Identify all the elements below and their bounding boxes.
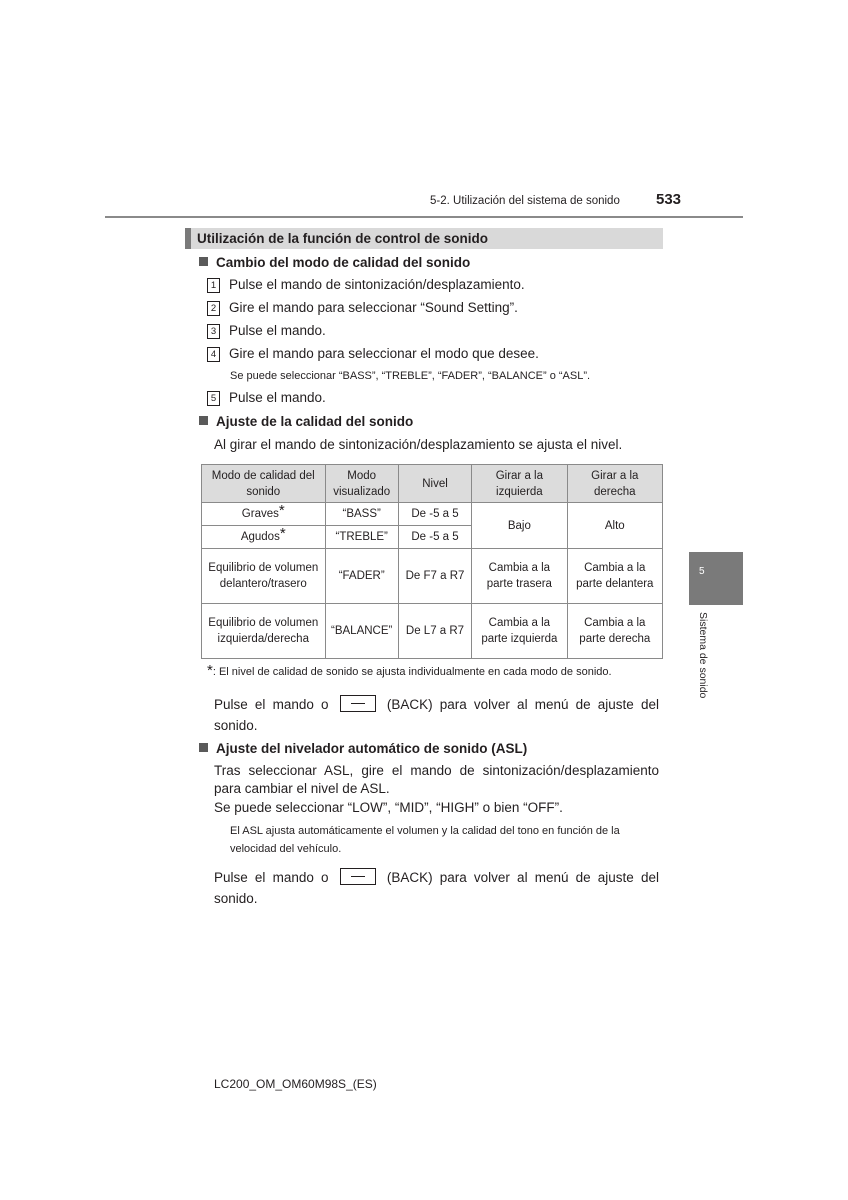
- header-divider: [105, 216, 743, 218]
- table-footnote: *: El nivel de calidad de sonido se ajusta individualmente en cada modo de sonido.: [207, 662, 612, 679]
- table-cell: Alto: [567, 503, 662, 549]
- step-text: Pulse el mando de sintonización/desplazamiento.: [229, 277, 525, 292]
- table-cell: Cambia a la parte trasera: [472, 549, 567, 604]
- chapter-number: 5: [699, 566, 705, 577]
- step-number: 2: [207, 301, 220, 316]
- table-cell: Cambia a la parte derecha: [567, 604, 662, 659]
- bullet-square-icon: [199, 416, 208, 425]
- table-cell: De F7 a R7: [398, 549, 471, 604]
- back-instruction: Pulse el mando o (BACK) para volver al menú de ajuste del sonido.: [214, 870, 659, 906]
- table-cell: Equilibrio de volumen izquierda/derecha: [202, 604, 326, 659]
- back-button-icon: [340, 868, 376, 885]
- table-cell: De -5 a 5: [398, 526, 471, 549]
- header-section-title: 5-2. Utilización del sistema de sonido: [430, 195, 620, 207]
- table-header-cell: Nivel: [398, 465, 471, 503]
- step-text: Gire el mando para seleccionar “Sound Setting”.: [229, 300, 518, 315]
- step-text: Pulse el mando.: [229, 390, 326, 405]
- table-cell: “BASS”: [325, 503, 398, 526]
- table-cell: Cambia a la parte izquierda: [472, 604, 567, 659]
- table-header-cell: Modo visualizado: [325, 465, 398, 503]
- table-row: [202, 604, 663, 659]
- asl-note: El ASL ajusta automáticamente el volumen y la calidad del tono en función de la velocidad del vehículo.: [230, 825, 620, 855]
- step-text: Pulse el mando.: [229, 323, 326, 338]
- bullet-square-icon: [199, 257, 208, 266]
- step-3: [207, 323, 326, 339]
- page-number: 533: [656, 191, 682, 208]
- table-cell: Agudos*: [202, 526, 326, 549]
- sound-settings-table: [201, 464, 663, 659]
- table-cell: Cambia a la parte delantera: [567, 549, 662, 604]
- step-1: [207, 277, 525, 293]
- table-header-cell: Modo de calidad del sonido: [202, 465, 326, 503]
- step-text: Gire el mando para seleccionar el modo que desee.: [229, 346, 539, 361]
- mode-note: Se puede seleccionar “BASS”, “TREBLE”, “FADER”, “BALANCE” o “ASL”.: [230, 370, 591, 382]
- step-number: 3: [207, 324, 220, 339]
- asl-heading: Ajuste del nivelador automático de sonido (ASL): [199, 741, 527, 756]
- table-row: [202, 549, 663, 604]
- table-cell: “BALANCE”: [325, 604, 398, 659]
- table-header-cell: Girar a la izquierda: [472, 465, 567, 503]
- sound-mode-heading: Cambio del modo de calidad del sonido: [199, 255, 470, 270]
- asterisk-mark: *: [279, 525, 286, 542]
- back-button-icon: [340, 695, 376, 712]
- step-number: 1: [207, 278, 220, 293]
- table-cell: De -5 a 5: [398, 503, 471, 526]
- step-number: 5: [207, 391, 220, 406]
- step-4: [207, 346, 539, 362]
- table-header-cell: Girar a la derecha: [567, 465, 662, 503]
- section-title: Utilización de la función de control de sonido: [197, 231, 489, 246]
- bullet-square-icon: [199, 743, 208, 752]
- footer-code: LC200_OM_OM60M98S_(ES): [214, 1077, 377, 1091]
- step-5: [207, 390, 326, 406]
- back-instruction: Pulse el mando o (BACK) para volver al menú de ajuste del sonido.: [214, 697, 659, 733]
- asterisk-mark: *: [278, 502, 285, 519]
- table-row: [202, 503, 663, 526]
- table-header-row: [202, 465, 663, 503]
- step-number: 4: [207, 347, 220, 362]
- asterisk-mark: *: [207, 662, 213, 679]
- table-cell: De L7 a R7: [398, 604, 471, 659]
- table-cell: “FADER”: [325, 549, 398, 604]
- table-cell: “TREBLE”: [325, 526, 398, 549]
- asl-text-1: Tras seleccionar ASL, gire el mando de sintonización/desplazamiento para cambiar el nivel de ASL.: [214, 763, 659, 796]
- asl-text-2: Se puede seleccionar “LOW”, “MID”, “HIGH” o bien “OFF”.: [214, 800, 563, 815]
- table-cell: Equilibrio de volumen delantero/trasero: [202, 549, 326, 604]
- table-cell: Graves*: [202, 503, 326, 526]
- table-cell: Bajo: [472, 503, 567, 549]
- adjust-quality-heading: Ajuste de la calidad del sonido: [199, 414, 413, 429]
- chapter-label: Sistema de sonido: [697, 612, 709, 699]
- adjust-quality-intro: Al girar el mando de sintonización/desplazamiento se ajusta el nivel.: [214, 437, 623, 452]
- chapter-tab: [689, 552, 743, 605]
- step-2: [207, 300, 518, 316]
